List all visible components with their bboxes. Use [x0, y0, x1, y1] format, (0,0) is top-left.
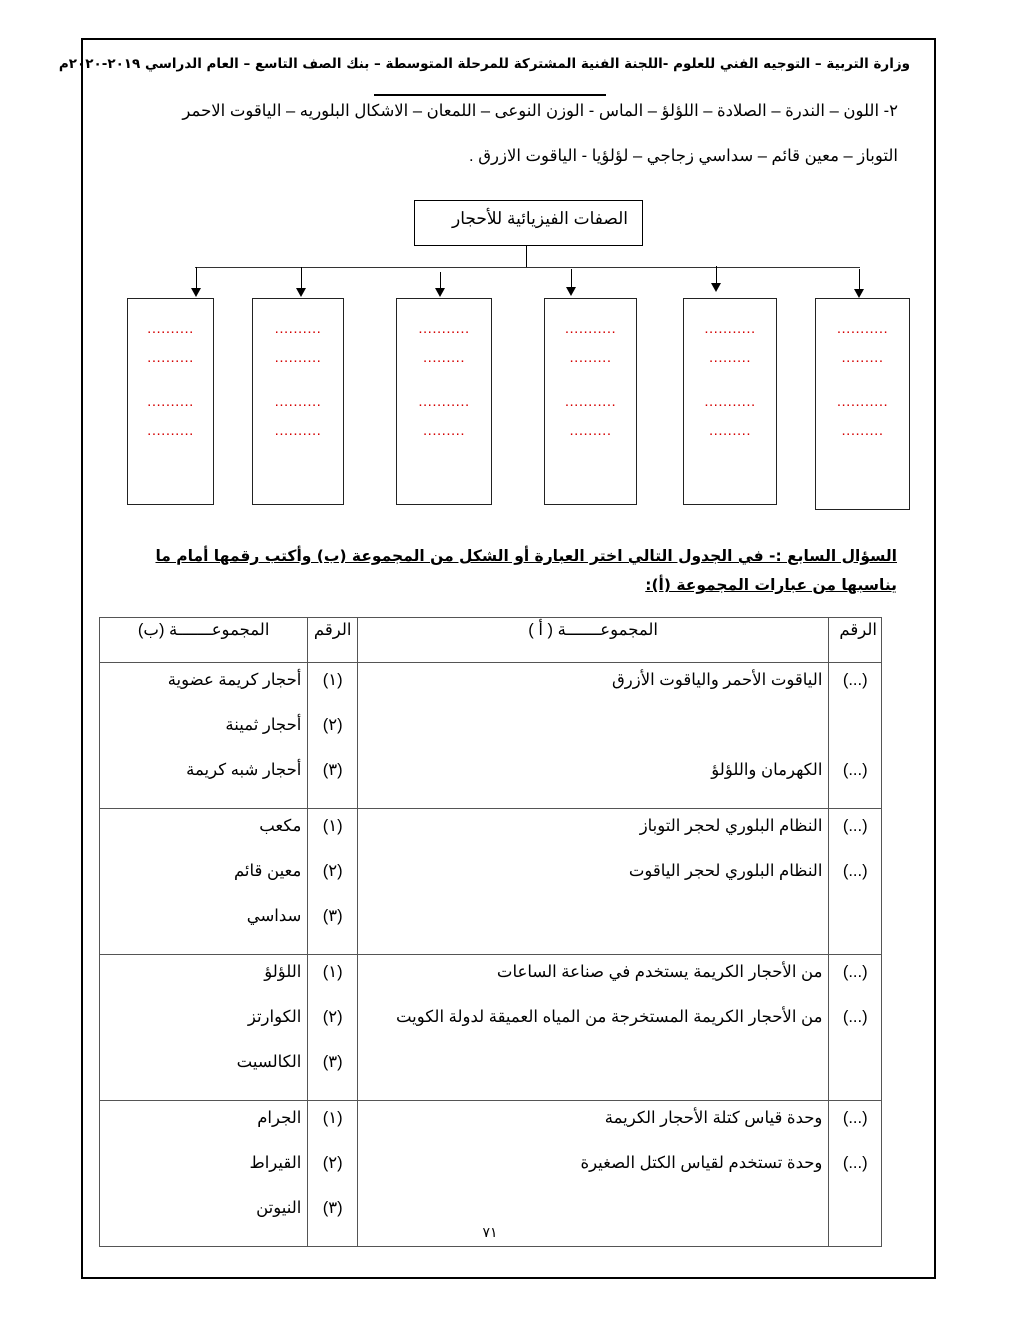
group-b-item: اللؤلؤ — [264, 963, 302, 981]
arrow-line — [716, 266, 717, 283]
answer-blank: ......... — [841, 349, 884, 366]
arrow-down-icon — [711, 283, 721, 292]
group-b-number: (٣) — [322, 907, 343, 925]
answer-blank: .......... — [274, 422, 322, 439]
arrow-line — [196, 267, 197, 288]
question-7: السؤال السابع :- في الجدول التالي اختر العبارة أو الشكل من المجموعة (ب) وأكتب رقمها أمام ما يناسبها من عبارات المجموعة (أ): — [155, 547, 897, 594]
answer-slot — [829, 1051, 881, 1096]
answer-blank: ........... — [564, 393, 617, 410]
group-a-item: الياقوت الأحمر والياقوت الأزرق — [611, 671, 823, 689]
header-num-b: الرقم — [308, 618, 358, 663]
group-b-item: معين قائم — [233, 862, 302, 880]
group-a-item: من الأحجار الكريمة المستخرجة من المياه العميقة لدولة الكويت — [395, 1008, 823, 1026]
answer-box[interactable] — [544, 298, 637, 505]
group-b-number: (١) — [322, 671, 343, 689]
group-b-number: (٣) — [322, 1053, 343, 1071]
answer-box[interactable] — [252, 298, 344, 505]
group-a-item: النظام البلوري لحجر الياقوت — [628, 862, 823, 880]
answer-blank: ........... — [836, 320, 889, 337]
table-row — [100, 663, 882, 809]
arrow-down-icon — [566, 287, 576, 296]
answer-blank: ........... — [704, 320, 756, 337]
answer-slot[interactable]: (...) — [842, 1109, 868, 1127]
answer-slot[interactable]: (...) — [842, 1008, 868, 1026]
answer-blank: ........... — [418, 393, 470, 410]
arrow-line — [859, 269, 860, 289]
answer-blank: .......... — [147, 393, 194, 410]
answer-slot — [829, 1197, 881, 1242]
group-b-number: (١) — [322, 1109, 343, 1127]
group-b-item: سداسي — [246, 907, 302, 925]
answer-blank: .......... — [147, 349, 194, 366]
answer-blank: .......... — [274, 393, 322, 410]
answer-slot[interactable]: (...) — [842, 862, 868, 880]
table-header-row — [100, 618, 882, 663]
group-a-item: النظام البلوري لحجر التوباز — [639, 817, 823, 835]
answer-slot[interactable]: (...) — [842, 963, 868, 981]
answer-blank: ......... — [569, 422, 612, 439]
group-b-item: النيوتن — [256, 1199, 302, 1217]
answer-slot[interactable]: (...) — [842, 1154, 868, 1172]
answer-blank: ......... — [841, 422, 884, 439]
group-a-item: الكهرمان واللؤلؤ — [711, 761, 823, 779]
answer-blank: ......... — [569, 349, 612, 366]
answer-blank: .......... — [274, 349, 322, 366]
answer-blank: ......... — [422, 349, 465, 366]
arrow-down-icon — [435, 288, 445, 297]
answer-blank: .......... — [147, 320, 194, 337]
group-b-item: أحجار كريمة عضوية — [167, 671, 302, 689]
answer-blank: ........... — [836, 393, 889, 410]
answer-blank: ......... — [422, 422, 465, 439]
group-b-number: (٢) — [322, 1154, 343, 1172]
answer-blank: ......... — [708, 422, 751, 439]
group-b-item: أحجار شبه كريمة — [186, 761, 302, 779]
answer-slot — [829, 714, 881, 759]
arrow-down-icon — [191, 288, 201, 297]
group-b-number: (٣) — [322, 761, 343, 779]
connector-bar — [195, 267, 860, 268]
answer-slot — [829, 905, 881, 950]
answer-blank: .......... — [147, 422, 194, 439]
page-header: وزارة التربية – التوجيه الفني للعلوم -اللجنة الفنية المشتركة للمرحلة المتوسطة – بنك الصف التاسع – العام الدراسي ٢٠١٩-٢٠٢٠م — [58, 56, 910, 72]
diagram-title-box — [414, 200, 643, 246]
group-a-item — [358, 714, 828, 759]
answer-blank: ........... — [704, 393, 756, 410]
header-underline — [374, 94, 606, 96]
page-number: ٧١ — [482, 1224, 498, 1240]
answer-box[interactable] — [127, 298, 214, 505]
group-a-item: وحدة تستخدم لقياس الكتل الصغيرة — [580, 1154, 823, 1172]
group-a-item — [358, 1051, 828, 1096]
group-a-item: وحدة قياس كتلة الأحجار الكريمة — [604, 1109, 823, 1127]
arrow-down-icon — [854, 289, 864, 298]
group-b-number: (٣) — [322, 1199, 343, 1217]
word-bank-line-1: ٢- اللون – الندرة – الصلادة – اللؤلؤ – الماس - الوزن النوعى – اللمعان – الاشكال البلوريه – الياقوت الاحمر — [182, 102, 898, 120]
arrow-down-icon — [296, 288, 306, 297]
header-group-a: المجموعـــــــة ( أ ) — [357, 618, 828, 663]
diagram-title: الصفات الفيزيائية للأحجار — [452, 209, 628, 228]
answer-blank: ........... — [418, 320, 470, 337]
answer-slot[interactable]: (...) — [842, 671, 868, 689]
header-num-a: الرقم — [829, 618, 882, 663]
table-row — [100, 809, 882, 955]
word-bank-line-2: التوباز – معين قائم – سداسي زجاجي – لؤلؤيا - الياقوت الازرق . — [469, 147, 898, 165]
group-b-number: (٢) — [322, 1008, 343, 1026]
group-b-item: مكعب — [259, 817, 302, 835]
arrow-line — [571, 269, 572, 287]
answer-slot[interactable]: (...) — [842, 761, 868, 779]
table-row — [100, 955, 882, 1101]
group-b-item: الكوارتز — [247, 1008, 302, 1026]
group-b-number: (٢) — [322, 716, 343, 734]
group-b-number: (١) — [322, 963, 343, 981]
group-a-item — [358, 1197, 828, 1242]
group-b-number: (١) — [322, 817, 343, 835]
answer-box[interactable] — [815, 298, 910, 510]
arrow-line — [301, 267, 302, 288]
group-b-item: أحجار ثمينة — [225, 716, 302, 734]
answer-box[interactable] — [396, 298, 492, 505]
group-b-number: (٢) — [322, 862, 343, 880]
group-b-item: القيراط — [249, 1154, 302, 1172]
answer-box[interactable] — [683, 298, 777, 505]
arrow-line — [440, 272, 441, 288]
group-b-item: الجرام — [257, 1109, 302, 1127]
header-group-b: المجموعـــــــة (ب) — [100, 618, 308, 663]
connector-stem — [526, 246, 527, 267]
group-a-item — [358, 905, 828, 950]
group-b-item: الكالسيت — [236, 1053, 302, 1071]
answer-blank: .......... — [274, 320, 322, 337]
answer-blank: ........... — [564, 320, 617, 337]
answer-blank: ......... — [708, 349, 751, 366]
group-a-item: من الأحجار الكريمة يستخدم في صناعة الساعات — [496, 963, 823, 981]
matching-table — [99, 617, 882, 1247]
answer-slot[interactable]: (...) — [842, 817, 868, 835]
